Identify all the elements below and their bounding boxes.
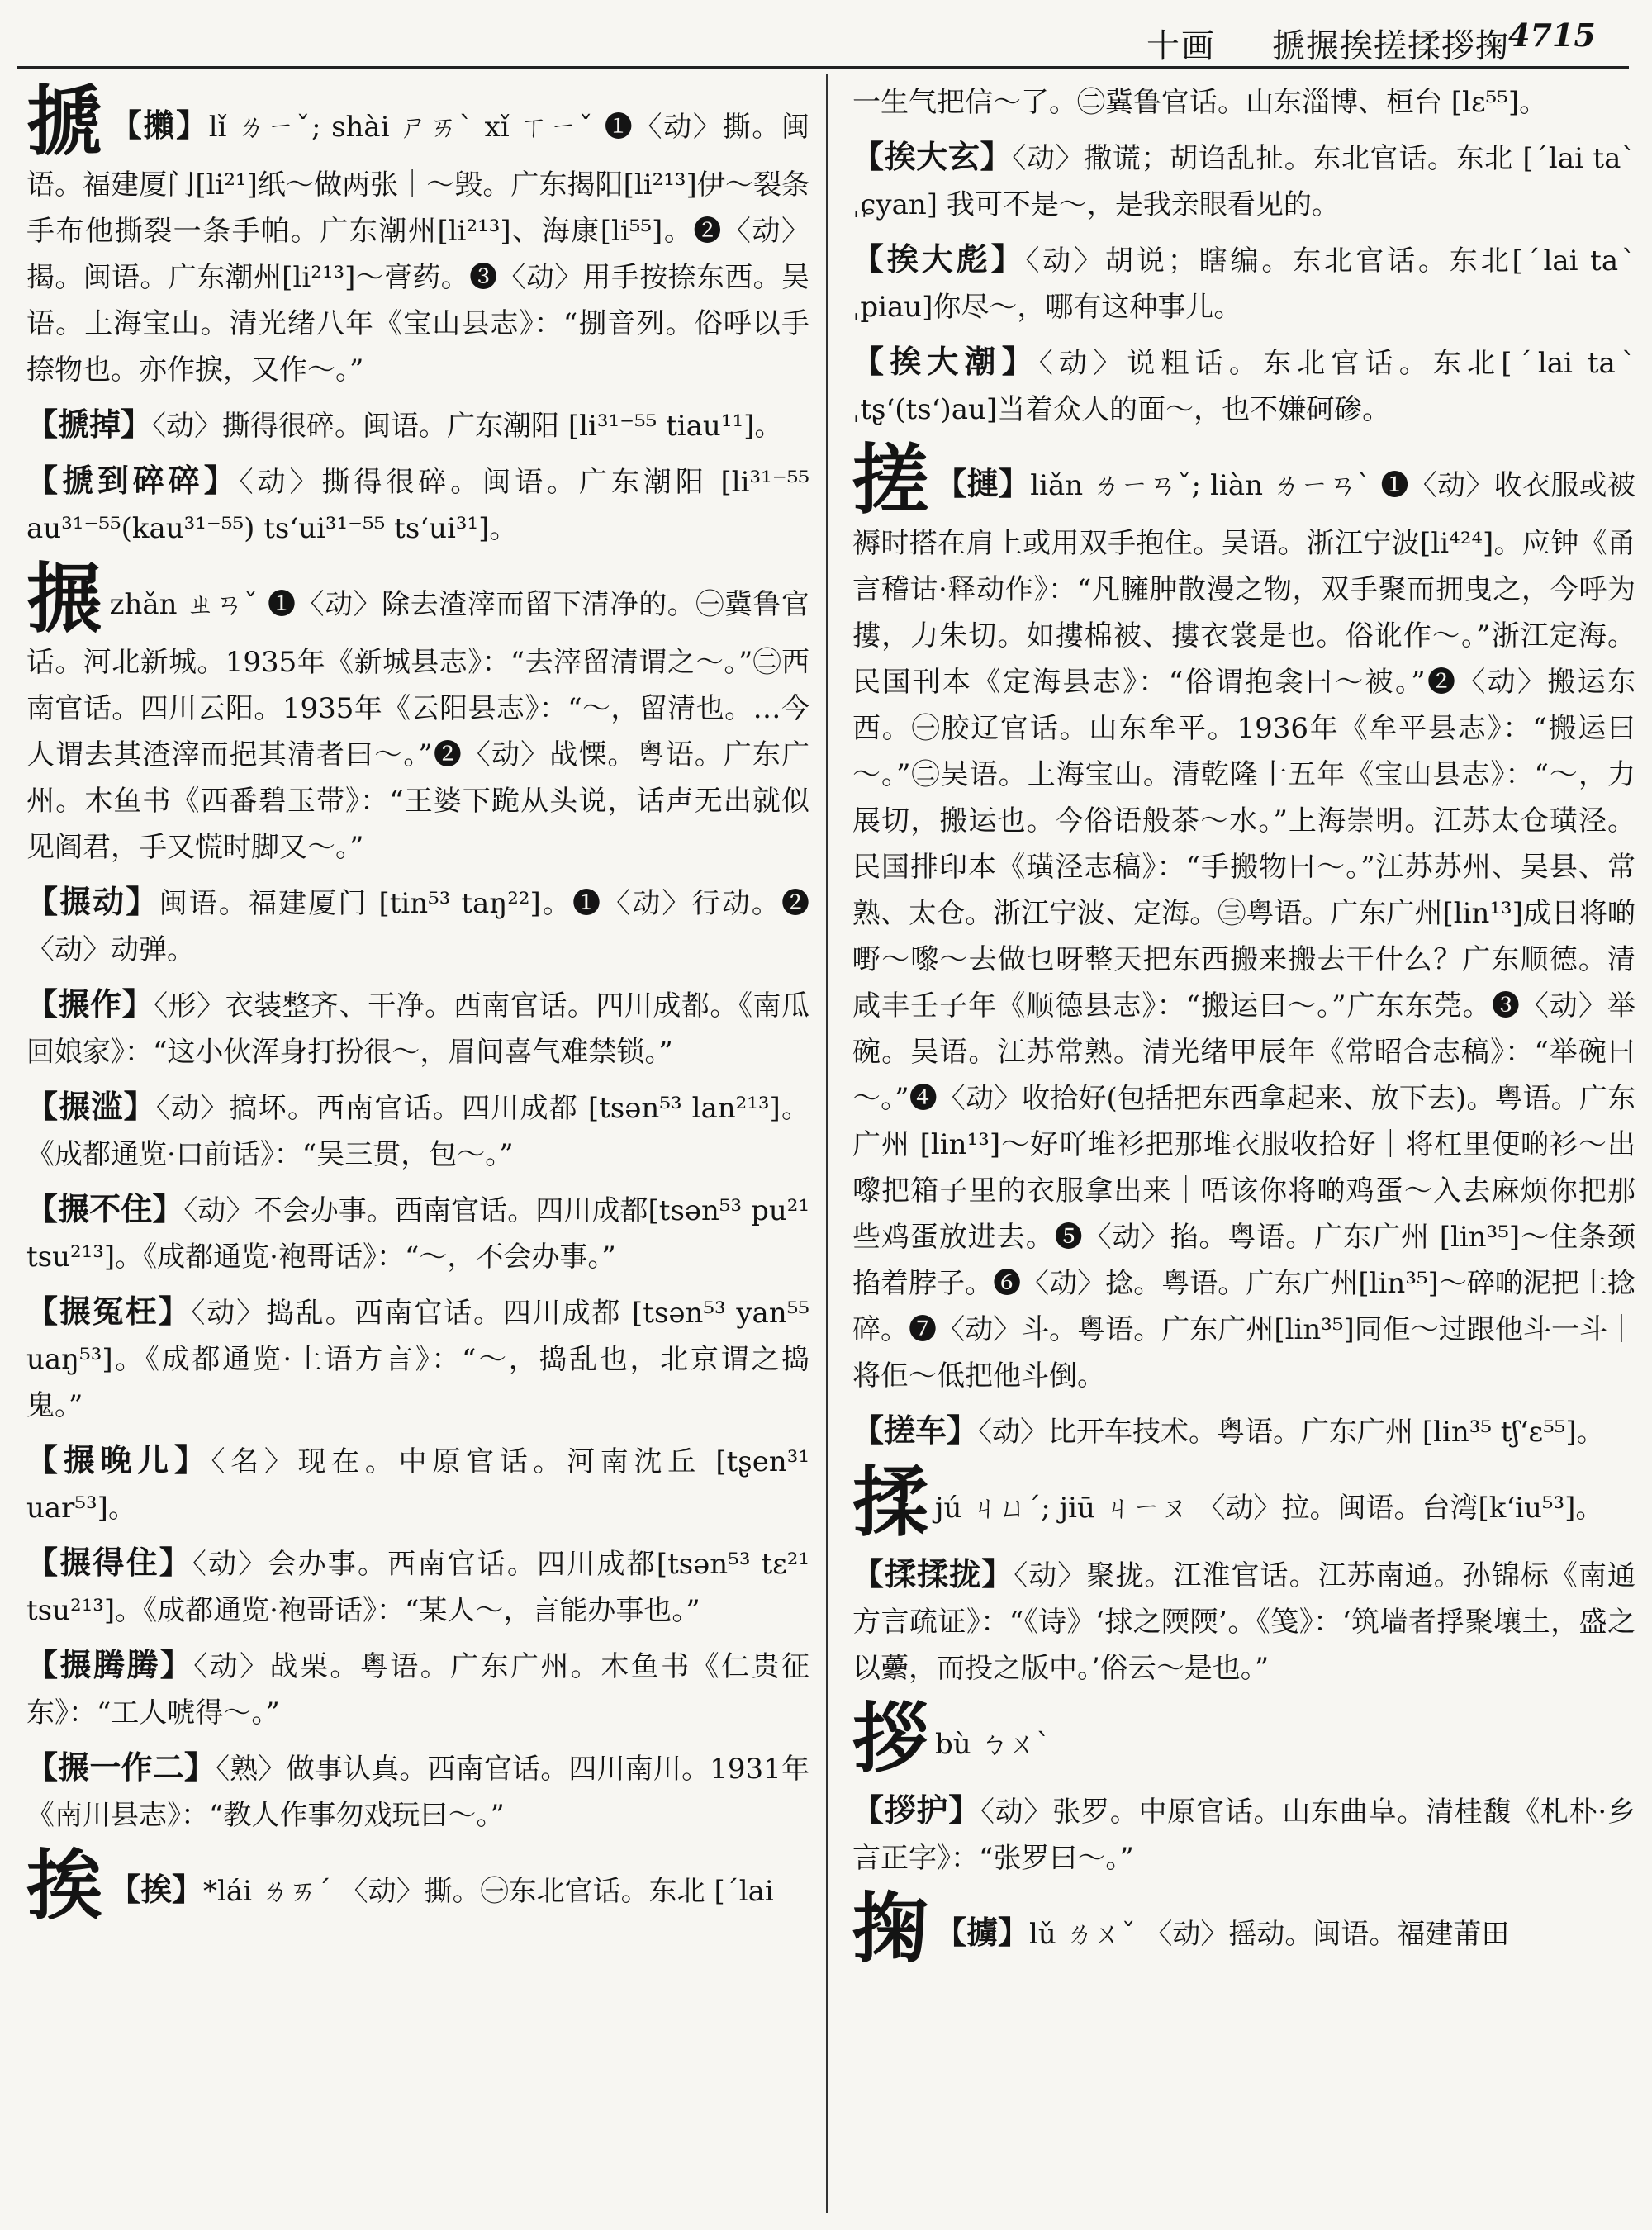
entry-definition: 〈动〉捣乱。西南官话。四川成都 [tsən⁵³ yan⁵⁵ uaŋ⁵³]。《成都通览·土语方言》：“～，捣乱也，北京谓之捣鬼。” (26, 1297, 809, 1422)
entry-headword: 【挨】 (109, 1871, 204, 1908)
headword-character: 搌 (26, 555, 103, 643)
entry-headword: 【搌不住】 (26, 1190, 184, 1227)
entry-definition: 〈熟〉做事认真。西南官话。四川南川。1931年《南川县志》：“教人作事勿戏玩曰～。” (26, 1753, 809, 1832)
entry-definition: 〈形〉衣装整齐、干净。西南官话。四川成都。《南瓜回娘家》：“这小伙浑身打扮很～，眉间喜气难禁锁。” (26, 989, 809, 1069)
entry-definition: 〈动〉撕得很碎。闽语。广东潮阳 [li³¹⁻⁵⁵ tiau¹¹]。 (152, 410, 783, 443)
entry-headword: 【摙】 (935, 465, 1031, 502)
dictionary-entry (26, 1288, 809, 1429)
header-characters: 搋搌挨搓揉拶掬 (1272, 27, 1509, 65)
entry-definition: *lái ㄌㄞˊ 〈动〉撕。㊀东北官话。东北 [ˊlai (203, 1875, 774, 1908)
dictionary-entry (26, 981, 809, 1075)
dictionary-entry (26, 1186, 809, 1280)
page-number: 4715 (1508, 17, 1596, 54)
dictionary-entry (26, 1842, 809, 1930)
entry-definition: zhǎn ㄓㄢˇ ❶〈动〉除去渣滓而留下清净的。㊀冀鲁官话。河北新城。1935年《新城县志》：“去滓留清谓之～。”㊁西南官话。四川云阳。1935年《云阳县志》：“～，留清也。…今人谓去其渣滓而挹其清者曰～。”❷〈动〉战慄。粤语。广东广州。木鱼书《西番碧玉带》：“王婆下跪从头说，话声无出就似见阎君，手又慌时脚又～。” (26, 588, 809, 864)
entry-headword: 【挨大彪】 (852, 240, 1026, 278)
dictionary-entry (852, 436, 1635, 1399)
header-rule (17, 66, 1629, 69)
dictionary-entry (26, 1642, 809, 1736)
left-column (26, 79, 809, 1934)
entry-definition: liǎn ㄌㄧㄢˇ; liàn ㄌㄧㄢˋ ❶〈动〉收衣服或被褥时搭在肩上或用双手抱住。吴语。浙江宁波[li⁴²⁴]。应钟《甬言稽诂·释动作》：“凡臃肿散漫之物，双手聚而拥曳之，今呼为摟，力朱切。如摟棉被、摟衣裳是也。俗讹作～。”浙江定海。民国刊本《定海县志》：“俗谓抱衾曰～被。”❷〈动〉搬运东西。㊀胶辽官话。山东牟平。1936年《牟平县志》：“搬运曰～。”㊁吴语。上海宝山。清乾隆十五年《宝山县志》：“～，力展切，搬运也。今俗语般茶～水。”上海崇明。江苏太仓璜泾。民国排印本《璜泾志稿》：“手搬物曰～。”江苏苏州、吴县、常熟、太仓。浙江宁波、定海。㊂粤语。广东广州[lin¹³]成日将啲嘢～嚟～去做乜呀整天把东西搬来搬去干什么？广东顺德。清咸丰壬子年《顺德县志》：“搬运曰～。”广东东莞。❸〈动〉举碗。吴语。江苏常熟。清光绪甲辰年《常昭合志稿》：“举碗曰～。”❹〈动〉收拾好(包括把东西拿起来、放下去)。粤语。广东广州 [lin¹³]～好吖堆衫把那堆衣服收拾好｜将杠里便啲衫～出嚟把箱子里的衣服拿出来｜唔该你将啲鸡蛋～入去麻烦你把那些鸡蛋放进去。❺〈动〉掐。粤语。广东广州 [lin³⁵]～住条颈掐着脖子。❻〈动〉捻。粤语。广东广州[lin³⁵]～碎啲泥把土捻碎。❼〈动〉斗。粤语。广东广州[lin³⁵]同佢～过跟他斗一斗｜将佢～低把他斗倒。 (852, 469, 1635, 1393)
dictionary-entry (26, 1437, 809, 1531)
entry-definition: jú ㄐㄩˊ; jiū ㄐㄧㄡ 〈动〉拉。闽语。台湾[k‘iu⁵³]。 (935, 1492, 1604, 1525)
headword-character: 掬 (852, 1885, 929, 1973)
entry-headword: 【攋】 (110, 107, 209, 144)
dictionary-entry (852, 1459, 1635, 1547)
entry-definition: 〈动〉不会办事。西南官话。四川成都[tsən⁵³ pu²¹ tsu²¹³]。《成都通览·袍哥话》：“～，不会办事。” (26, 1194, 809, 1274)
dictionary-entry (26, 401, 809, 449)
entry-definition: bù ㄅㄨˋ (935, 1728, 1051, 1761)
entry-headword: 【搌腾腾】 (26, 1646, 194, 1683)
headword-character: 揉 (852, 1459, 929, 1547)
entry-definition: 〈名〉现在。中原官话。河南沈丘 [tʂen³¹ uar⁵³]。 (26, 1445, 809, 1525)
entry-definition: 〈动〉撒谎；胡诌乱扯。东北官话。东北 [ˊlai taˋ ˌɕyan] 我可不是～，是我亲眼看见的。 (852, 142, 1635, 221)
entry-definition: 〈动〉会办事。西南官话。四川成都[tsən⁵³ tɛ²¹ tsu²¹³]。《成都通览·袍哥话》：“某人～，言能办事也。” (26, 1548, 809, 1627)
entry-definition: 〈动〉撕得很碎。闽语。广东潮阳 [li³¹⁻⁵⁵ au³¹⁻⁵⁵(kau³¹⁻⁵⁵) ts‘ui³¹⁻⁵⁵ ts‘ui³¹]。 (26, 466, 809, 545)
dictionary-entry (852, 339, 1635, 433)
entry-headword: 【挨大玄】 (852, 138, 1013, 175)
dictionary-entry (852, 236, 1635, 330)
entry-definition: 〈动〉说粗话。东北官话。东北[ˊlai taˋ ˌtʂ‘(ts‘)au]当着众人的面～，也不嫌砢碜。 (852, 347, 1635, 426)
entry-definition: 〈动〉胡说；瞎编。东北官话。东北[ˊlai taˋ ˌpiau]你尽～，哪有这种事儿。 (852, 244, 1635, 324)
headword-character: 搋 (26, 78, 104, 166)
entry-definition: 〈动〉比开车技术。粤语。广东广州 [lin³⁵ tʃ‘ɛ⁵⁵]。 (978, 1416, 1605, 1449)
dictionary-entry (26, 555, 809, 871)
dictionary-entry (26, 1540, 809, 1634)
entry-headword: 【搌晚儿】 (26, 1441, 211, 1478)
page-header (0, 12, 1652, 65)
entry-definition: 闽语。福建厦门 [tin⁵³ taŋ²²]。❶〈动〉行动。❷〈动〉动弹。 (26, 887, 809, 966)
entry-headword: 【搋到碎碎】 (26, 462, 240, 499)
entry-headword: 【搌动】 (26, 883, 159, 920)
dictionary-entry (26, 879, 809, 973)
dictionary-entry (26, 1084, 809, 1178)
dictionary-entry (852, 1407, 1635, 1455)
entry-definition: lǐ ㄌㄧˇ; shài ㄕㄞˋ xǐ ㄒㄧˇ ❶〈动〉撕。闽语。福建厦门[li²¹]纸～做两张｜～毁。广东揭阳[li²¹³]伊～裂条手布他撕裂一条手帕。广东潮州[li²¹³]、海康[li⁵⁵]。❷〈动〉揭。闽语。广东潮州[li²¹³]～膏药。❸〈动〉用手按捺东西。吴语。上海宝山。清光绪八年《宝山县志》：“捌音列。俗呼以手捺物也。亦作捩，又作～。” (26, 111, 809, 387)
headword-character: 挨 (26, 1842, 103, 1930)
entry-headword: 【搌冤枉】 (26, 1293, 192, 1330)
dictionary-entry (852, 1695, 1635, 1783)
entry-headword: 【拶护】 (852, 1791, 980, 1829)
entry-definition: 〈动〉聚拢。江淮官话。江苏南通。孙锦标《南通方言疏证》：“《诗》‘捄之陾陾’。《笺》：‘筑墙者捊聚壤土，盛之以虆，而投之版中。’俗云～是也。” (852, 1559, 1635, 1685)
entry-definition: 〈动〉张罗。中原官话。山东曲阜。清桂馥《札朴·乡言正字》：“张罗曰～。” (852, 1796, 1635, 1875)
entry-headword: 【搌一作二】 (26, 1748, 216, 1786)
column-divider (826, 74, 828, 2213)
dictionary-entry (852, 79, 1635, 126)
entry-headword: 【搌滥】 (26, 1088, 156, 1125)
dictionary-entry (852, 1551, 1635, 1691)
entry-headword: 【搌得住】 (26, 1544, 192, 1581)
dictionary-entry (852, 1787, 1635, 1881)
entry-headword: 【挨大潮】 (852, 343, 1039, 380)
headword-character: 拶 (852, 1695, 929, 1783)
dictionary-entry (852, 134, 1635, 228)
entry-headword: 【揉揉拢】 (852, 1555, 1014, 1592)
dictionary-entry (26, 458, 809, 552)
headword-character: 搓 (852, 436, 929, 524)
dictionary-entry (852, 1885, 1635, 1973)
right-column (852, 79, 1635, 1977)
entry-headword: 【搓车】 (852, 1412, 979, 1449)
entry-definition: 〈动〉搞坏。西南官话。四川成都 [tsən⁵³ lan²¹³]。《成都通览·口前话》：“吴三贯，包～。” (26, 1092, 809, 1171)
entry-headword: 【搋掉】 (26, 406, 153, 443)
entry-definition: 一生气把信～了。㊁冀鲁官话。山东淄博、桓台 [lɛ⁵⁵]。 (852, 86, 1548, 119)
entry-definition: 〈动〉战栗。粤语。广东广州。木鱼书《仁贵征东》：“工人唬得～。” (26, 1650, 809, 1729)
entry-definition: lǔ ㄌㄨˇ 〈动〉摇动。闽语。福建莆田 (1029, 1918, 1510, 1951)
header-section: 十画 (1146, 27, 1216, 65)
dictionary-entry (26, 1744, 809, 1839)
entry-headword: 【搌作】 (26, 985, 154, 1022)
dictionary-entry (26, 78, 809, 393)
entry-headword: 【擄】 (935, 1914, 1030, 1951)
